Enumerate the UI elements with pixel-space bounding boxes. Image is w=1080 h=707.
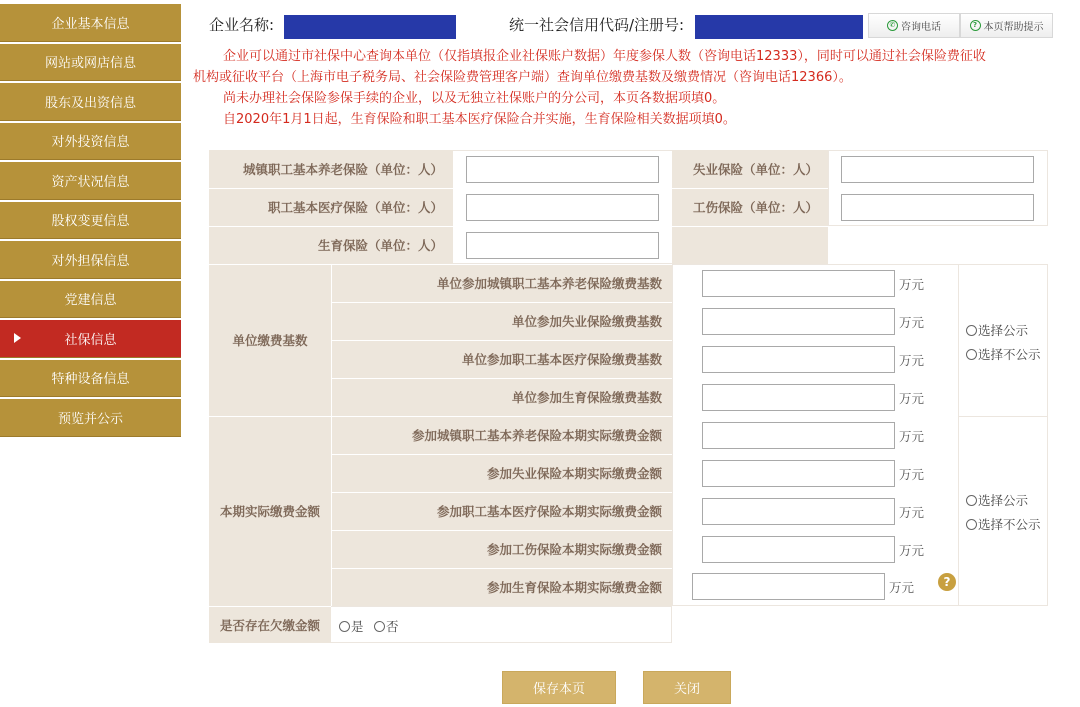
divider bbox=[209, 416, 672, 417]
sidebar-item-basic-info[interactable] bbox=[0, 4, 181, 42]
sidebar-item-party[interactable] bbox=[0, 281, 181, 319]
arrears-yes-radio[interactable] bbox=[339, 617, 364, 635]
company-name-label: 企业名称: bbox=[209, 16, 275, 34]
divider bbox=[672, 226, 828, 227]
sidebar-item-website[interactable] bbox=[0, 44, 181, 82]
amount-column-border bbox=[672, 264, 1048, 606]
radio-circle-icon bbox=[374, 621, 385, 632]
sidebar-item-label: 企业基本信息 bbox=[51, 16, 130, 32]
empty-label-cell bbox=[672, 226, 828, 264]
radio-label: 选择公示 bbox=[978, 323, 1029, 338]
divider bbox=[331, 454, 672, 455]
injury-count-label: 工伤保险（单位：人） bbox=[672, 188, 828, 226]
sidebar-item-label: 党建信息 bbox=[64, 293, 117, 309]
help-icon: ? bbox=[970, 20, 981, 31]
arrears-label: 是否存在欠缴金额 bbox=[209, 606, 331, 643]
sidebar bbox=[0, 4, 181, 439]
divider bbox=[331, 302, 672, 303]
radio-label: 选择公示 bbox=[978, 493, 1029, 508]
radio-label: 选择不公示 bbox=[978, 517, 1041, 532]
sidebar-item-label: 特种设备信息 bbox=[51, 372, 130, 388]
maternity-count-label: 生育保险（单位：人） bbox=[209, 226, 453, 264]
divider bbox=[331, 264, 332, 606]
notice-line: 尚未办理社会保险参保手续的企业，以及无独立社保账户的分公司，本页各数据项填0。 bbox=[223, 91, 726, 106]
sidebar-item-equity-change[interactable] bbox=[0, 202, 181, 240]
phone-icon: ✆ bbox=[887, 20, 898, 31]
unit-label: 万元 bbox=[899, 543, 925, 558]
sidebar-item-label: 股权变更信息 bbox=[51, 214, 130, 230]
notice-line: 机构或征收平台（上海市电子税务局、社会保险费管理客户端）查询单位缴费基数及缴费情况（咨询电话12366）。 bbox=[193, 70, 852, 85]
medical-count-label: 职工基本医疗保险（单位：人） bbox=[209, 188, 453, 226]
notice bbox=[193, 46, 1068, 130]
injury-actual-label: 参加工伤保险本期实际缴费金额 bbox=[331, 530, 672, 568]
sidebar-item-label: 对外担保信息 bbox=[51, 253, 130, 269]
radio-label: 否 bbox=[386, 619, 399, 634]
radio-label: 是 bbox=[351, 619, 364, 634]
divider bbox=[958, 264, 959, 606]
page-help-label: 本页帮助提示 bbox=[983, 22, 1044, 33]
divider bbox=[331, 340, 672, 341]
unit-label: 万元 bbox=[899, 353, 925, 368]
sidebar-item-label: 网站或网店信息 bbox=[44, 56, 136, 72]
sidebar-item-label: 资产状况信息 bbox=[51, 174, 130, 190]
sidebar-item-investment[interactable] bbox=[0, 123, 181, 161]
sidebar-item-label: 社保信息 bbox=[64, 332, 117, 348]
unit-label: 万元 bbox=[899, 391, 925, 406]
sidebar-item-guarantee[interactable] bbox=[0, 241, 181, 279]
maternity-actual-label: 参加生育保险本期实际缴费金额 bbox=[331, 568, 672, 606]
notice-line: 企业可以通过市社保中心查询本单位（仅指填报企业社保账户数据）年度参保人数（咨询电话12333），同时可以通过社会保险费征收 bbox=[223, 49, 986, 64]
unit-label: 万元 bbox=[889, 580, 915, 595]
consult-phone-label: 咨询电话 bbox=[901, 22, 941, 33]
credit-code-redacted bbox=[695, 15, 863, 39]
maternity-base-label: 单位参加生育保险缴费基数 bbox=[331, 378, 672, 416]
input-column-border bbox=[828, 150, 1048, 226]
divider bbox=[209, 188, 453, 189]
divider bbox=[209, 606, 331, 607]
payment-base-group-label: 单位缴费基数 bbox=[209, 264, 331, 416]
sidebar-item-shareholders[interactable] bbox=[0, 83, 181, 121]
question-mark-icon[interactable]: ? bbox=[938, 573, 956, 591]
unit-label: 万元 bbox=[899, 315, 925, 330]
company-name-redacted bbox=[284, 15, 456, 39]
input-column-border bbox=[453, 150, 672, 264]
unit-label: 万元 bbox=[899, 505, 925, 520]
sidebar-item-label: 对外投资信息 bbox=[51, 135, 130, 151]
unemployment-base-label: 单位参加失业保险缴费基数 bbox=[331, 302, 672, 340]
unit-label: 万元 bbox=[899, 429, 925, 444]
sidebar-item-special-equipment[interactable] bbox=[0, 360, 181, 398]
close-button[interactable]: 关闭 bbox=[643, 671, 731, 704]
divider bbox=[331, 492, 672, 493]
pension-actual-label: 参加城镇职工基本养老保险本期实际缴费金额 bbox=[331, 416, 672, 454]
pension-base-label: 单位参加城镇职工基本养老保险缴费基数 bbox=[331, 264, 672, 302]
radio-circle-icon bbox=[339, 621, 350, 632]
divider bbox=[672, 188, 828, 189]
notice-line: 自2020年1月1日起，生育保险和职工基本医疗保险合并实施，生育保险相关数据项填0。 bbox=[223, 112, 736, 127]
divider bbox=[958, 416, 1048, 417]
divider bbox=[331, 530, 672, 531]
divider bbox=[209, 264, 672, 265]
unit-label: 万元 bbox=[899, 467, 925, 482]
sidebar-item-preview-publish[interactable] bbox=[0, 399, 181, 437]
unit-label: 万元 bbox=[899, 277, 925, 292]
unemployment-actual-label: 参加失业保险本期实际缴费金额 bbox=[331, 454, 672, 492]
sidebar-item-label: 股东及出资信息 bbox=[44, 95, 136, 111]
consult-phone-button[interactable] bbox=[868, 13, 960, 38]
divider bbox=[209, 226, 453, 227]
medical-base-label: 单位参加职工基本医疗保险缴费基数 bbox=[331, 340, 672, 378]
sidebar-item-assets[interactable] bbox=[0, 162, 181, 200]
divider bbox=[331, 378, 672, 379]
pension-count-label: 城镇职工基本养老保险（单位：人） bbox=[209, 150, 453, 188]
save-page-button[interactable]: 保存本页 bbox=[502, 671, 616, 704]
divider bbox=[331, 568, 672, 569]
page-help-button[interactable] bbox=[960, 13, 1053, 38]
sidebar-item-label: 预览并公示 bbox=[57, 411, 123, 427]
credit-code-label: 统一社会信用代码/注册号: bbox=[509, 16, 685, 34]
radio-label: 选择不公示 bbox=[978, 347, 1041, 362]
caret-right-icon bbox=[14, 333, 21, 343]
medical-actual-label: 参加职工基本医疗保险本期实际缴费金额 bbox=[331, 492, 672, 530]
sidebar-item-social-security[interactable] bbox=[0, 320, 181, 358]
actual-payment-group-label: 本期实际缴费金额 bbox=[209, 416, 331, 606]
unemployment-count-label: 失业保险（单位：人） bbox=[672, 150, 828, 188]
arrears-no-radio[interactable] bbox=[374, 617, 399, 635]
